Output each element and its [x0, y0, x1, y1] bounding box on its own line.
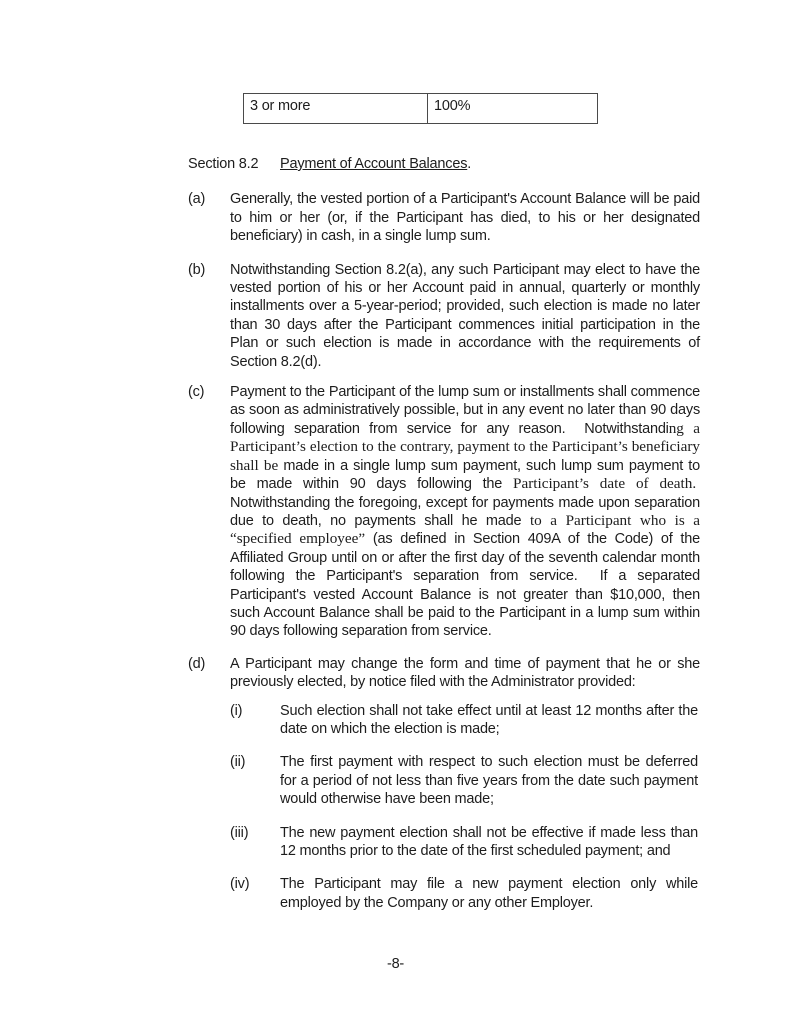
subitem-text: The first payment with respect to such election must be deferred for a period of not less than five years from the date such payment would otherwise have been made;	[280, 754, 698, 808]
subitem-i	[230, 702, 700, 739]
paragraph-b	[188, 261, 700, 371]
vesting-years-cell: 3 or more	[244, 94, 428, 124]
subitem-label: (iii)	[230, 824, 249, 841]
subitem-ii	[230, 753, 700, 808]
paragraph-label: (d)	[188, 655, 206, 672]
subitem-iv	[230, 875, 700, 912]
paragraph-label: (b)	[188, 261, 206, 278]
section-number: Section 8.2	[188, 156, 259, 172]
subitem-label: (ii)	[230, 754, 246, 771]
section-title: Payment of Account Balances	[280, 156, 468, 172]
paragraph-d	[188, 655, 700, 692]
paragraph-c	[188, 383, 700, 641]
page-content	[188, 93, 700, 912]
subitem-label: (iv)	[230, 876, 250, 893]
subitem-text: Such election shall not take effect until at least 12 months after the date on which the election is made;	[280, 702, 698, 737]
paragraph-label: (c)	[188, 384, 205, 401]
paragraph-text: Payment to the Participant of the lump sum or installments shall commence as soon as administratively possible, but in any event no later than 90 days following separation from service for any reason. Notwithstanding a Participant’s election to the contrary, payment to the Participant’s beneficiary shall be made in a single lump sum payment, such lump sum payment to be made within 90 days following the Participant’s date of death. Notwithstanding the foregoing, except for payments made upon separation due to death, no payments shall he made to a Participant who is a “specified employee” (as defined in Section 409A of the Code) of the Affiliated Group until on or after the first day of the seventh calendar month following the Participant's separation from service. If a separated Participant's vested Account Balance is not greater than $10,000, then such Account Balance shall be paid to the Participant in a lump sum within 90 days following separation from service.	[230, 384, 701, 640]
paragraph-label: (a)	[188, 191, 206, 208]
vesting-percent-cell: 100%	[428, 94, 598, 124]
paragraph-text: A Participant may change the form and time of payment that he or she previously elected, by notice filed with the Administrator provided:	[230, 655, 700, 691]
paragraph-text: Notwithstanding Section 8.2(a), any such Participant may elect to have the vested portion of his or her Account paid in annual, quarterly or monthly installments over a 5-year-period; provided, such election is made no later than 30 days after the Participant commences initial participation in the Plan or such election is made in accordance with the requirements of Section 8.2(d).	[230, 261, 700, 370]
vesting-table-row	[244, 94, 598, 124]
paragraph-a	[188, 190, 700, 245]
vesting-table	[243, 93, 598, 124]
paragraph-text: Generally, the vested portion of a Participant's Account Balance will be paid to him or her (or, if the Participant has died, to his or her designated beneficiary) in cash, in a single lump sum.	[230, 191, 700, 245]
subitem-text: The Participant may file a new payment election only while employed by the Company or any other Employer.	[280, 876, 698, 911]
subitem-iii	[230, 824, 700, 861]
subitem-text: The new payment election shall not be effective if made less than 12 months prior to the date of the first scheduled payment; and	[280, 824, 698, 859]
subitem-label: (i)	[230, 702, 243, 719]
section-title-period: .	[467, 156, 472, 172]
section-heading	[188, 155, 700, 173]
page-number: -8-	[386, 956, 405, 972]
